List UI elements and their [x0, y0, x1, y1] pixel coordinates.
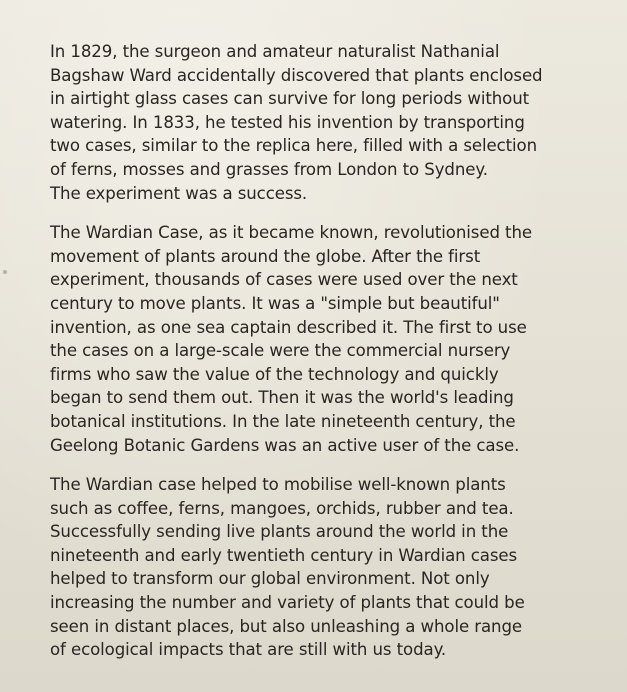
- text-line: The Wardian case helped to mobilise well-known plants: [50, 475, 506, 495]
- text-line: watering. In 1833, he tested his invention by transporting: [50, 112, 525, 132]
- panel-mark: [3, 270, 7, 274]
- text-line: firms who saw the value of the technology and quickly: [50, 364, 499, 384]
- text-line: increasing the number and variety of plants that could be: [50, 593, 525, 613]
- text-line: seen in distant places, but also unleashing a whole range: [50, 616, 522, 636]
- paragraph-impact: [50, 473, 595, 662]
- text-line: botanical institutions. In the late nineteenth century, the: [50, 411, 516, 431]
- text-line: the cases on a large-scale were the commercial nursery: [50, 341, 511, 361]
- text-line: helped to transform our global environment. Not only: [50, 569, 490, 589]
- text-line: of ecological impacts that are still with us today.: [50, 640, 447, 660]
- text-line: two cases, similar to the replica here, filled with a selection: [50, 136, 538, 156]
- text-line: began to send them out. Then it was the world's leading: [50, 388, 514, 408]
- text-line: In 1829, the surgeon and amateur naturalist Nathanial: [50, 42, 500, 61]
- sign-text: [50, 40, 595, 678]
- text-line: in airtight glass cases can survive for long periods without: [50, 89, 530, 109]
- text-line: nineteenth and early twentieth century in Wardian cases: [50, 545, 518, 565]
- paragraph-history: [50, 40, 595, 205]
- text-line: Bagshaw Ward accidentally discovered that plants enclosed: [50, 65, 543, 85]
- text-line: Successfully sending live plants around the world in the: [50, 522, 509, 542]
- text-line: of ferns, mosses and grasses from London to Sydney.: [50, 159, 488, 179]
- text-line: century to move plants. It was a "simple but beautiful": [50, 293, 500, 313]
- paragraph-wardian-case: [50, 221, 595, 457]
- text-line: The experiment was a success.: [50, 183, 308, 203]
- text-line: movement of plants around the globe. After the first: [50, 246, 481, 266]
- text-line: experiment, thousands of cases were used over the next: [50, 270, 518, 290]
- text-line: The Wardian Case, as it became known, revolutionised the: [50, 223, 532, 243]
- text-line: invention, as one sea captain described it. The first to use: [50, 317, 527, 337]
- text-line: Geelong Botanic Gardens was an active user of the case.: [50, 435, 520, 455]
- text-line: such as coffee, ferns, mangoes, orchids, rubber and tea.: [50, 498, 514, 518]
